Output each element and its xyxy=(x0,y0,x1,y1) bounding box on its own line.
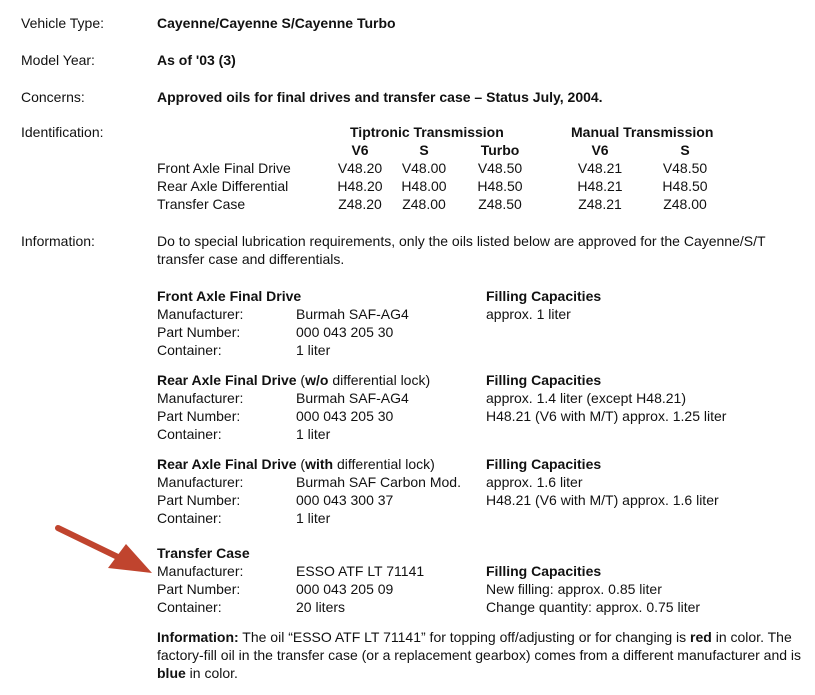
filling-capacities-title: Filling Capacities xyxy=(486,456,602,472)
section-title-transfer-case: Transfer Case xyxy=(157,545,250,561)
id-cell: V48.50 xyxy=(662,160,708,176)
note-text-1: The oil “ESSO ATF LT 71141” for topping off/adjusting or for changing is xyxy=(238,629,691,645)
capacity-line: Change quantity: approx. 0.75 liter xyxy=(486,599,701,615)
id-cell: V48.00 xyxy=(401,160,447,176)
capacity-line: H48.21 (V6 with M/T) approx. 1.25 liter xyxy=(486,408,727,424)
container-value: 1 liter xyxy=(296,342,331,358)
filling-capacities-title: Filling Capacities xyxy=(486,372,602,388)
col-header-s-man: S xyxy=(680,142,690,158)
vehicle-type-label: Vehicle Type: xyxy=(21,15,105,31)
capacity-line: approx. 1.4 liter (except H48.21) xyxy=(486,390,686,406)
id-cell: V48.20 xyxy=(337,160,383,176)
model-year-value: As of '03 (3) xyxy=(157,52,236,68)
id-cell: H48.20 xyxy=(337,178,383,194)
part-number-value: 000 043 300 37 xyxy=(296,492,394,508)
container-value: 20 liters xyxy=(296,599,346,615)
model-year-label: Model Year: xyxy=(21,52,95,68)
part-number-label: Part Number: xyxy=(157,408,241,424)
note-red: red xyxy=(690,629,712,645)
id-cell: Z48.20 xyxy=(338,196,382,212)
id-cell: H48.21 xyxy=(577,178,623,194)
part-number-label: Part Number: xyxy=(157,492,241,508)
note-text-3: in color. xyxy=(185,665,238,681)
id-cell: Z48.50 xyxy=(478,196,522,212)
section-title-main: Rear Axle Final Drive xyxy=(157,456,297,472)
concerns-value: Approved oils for final drives and transfer case – Status July, 2004. xyxy=(157,89,603,105)
id-cell: H48.50 xyxy=(662,178,708,194)
capacity-line: approx. 1.6 liter xyxy=(486,474,583,490)
capacity-line: New filling: approx. 0.85 liter xyxy=(486,581,662,597)
information-intro-line2: transfer case and differentials. xyxy=(157,251,345,267)
concerns-label: Concerns: xyxy=(21,89,85,105)
capacity-line: approx. 1 liter xyxy=(486,306,571,322)
part-number-value: 000 043 205 09 xyxy=(296,581,394,597)
information-label: Information: xyxy=(21,233,95,249)
section-title-emphasis: w/o xyxy=(305,372,329,388)
section-title-paren: ( xyxy=(296,372,306,388)
filling-capacities-title: Filling Capacities xyxy=(486,288,602,304)
manufacturer-value: Burmah SAF-AG4 xyxy=(296,390,409,406)
manufacturer-label: Manufacturer: xyxy=(157,474,244,490)
information-note xyxy=(157,628,807,682)
id-row-name: Rear Axle Differential xyxy=(157,178,289,194)
col-header-turbo-tip: Turbo xyxy=(480,142,520,158)
manufacturer-value: ESSO ATF LT 71141 xyxy=(296,563,425,579)
section-title-main: Rear Axle Final Drive xyxy=(157,372,297,388)
container-label: Container: xyxy=(157,342,222,358)
information-intro-line1: Do to special lubrication requirements, only the oils listed below are approved for the Cayenne/S/T xyxy=(157,233,766,249)
col-header-v6-tip: V6 xyxy=(351,142,369,158)
section-title-rear-axle-without-lock xyxy=(157,371,430,389)
section-title-paren: ( xyxy=(296,456,306,472)
capacity-line: H48.21 (V6 with M/T) approx. 1.6 liter xyxy=(486,492,719,508)
manufacturer-value: Burmah SAF Carbon Mod. xyxy=(296,474,461,490)
col-header-v6-man: V6 xyxy=(591,142,609,158)
id-cell: V48.50 xyxy=(477,160,523,176)
manufacturer-label: Manufacturer: xyxy=(157,563,244,579)
part-number-value: 000 043 205 30 xyxy=(296,324,394,340)
tiptronic-title: Tiptronic Transmission xyxy=(350,124,504,140)
section-title-front-axle: Front Axle Final Drive xyxy=(157,288,302,304)
part-number-label: Part Number: xyxy=(157,324,241,340)
col-header-s-tip: S xyxy=(419,142,429,158)
container-value: 1 liter xyxy=(296,426,331,442)
section-title-emphasis: with xyxy=(305,456,334,472)
part-number-label: Part Number: xyxy=(157,581,241,597)
note-text-2: in color. The factory-fill oil in the transfer case (or a replacement gearbox) comes from a different manufacturer and is xyxy=(157,629,802,663)
manufacturer-value: Burmah SAF-AG4 xyxy=(296,306,409,322)
vehicle-type-value: Cayenne/Cayenne S/Cayenne Turbo xyxy=(157,15,396,31)
manual-title: Manual Transmission xyxy=(571,124,714,140)
id-cell: H48.50 xyxy=(477,178,523,194)
section-title-rear-axle-with-lock xyxy=(157,455,435,473)
id-row-name: Transfer Case xyxy=(157,196,246,212)
id-cell: Z48.00 xyxy=(402,196,446,212)
note-label: Information: xyxy=(157,629,239,645)
container-label: Container: xyxy=(157,599,222,615)
container-value: 1 liter xyxy=(296,510,331,526)
id-row-name: Front Axle Final Drive xyxy=(157,160,291,176)
manufacturer-label: Manufacturer: xyxy=(157,390,244,406)
red-arrow-icon xyxy=(50,522,160,578)
id-cell: V48.21 xyxy=(577,160,623,176)
section-title-rest: differential lock) xyxy=(328,372,431,388)
id-cell: Z48.21 xyxy=(578,196,622,212)
container-label: Container: xyxy=(157,426,222,442)
id-cell: H48.00 xyxy=(401,178,447,194)
section-title-rest: differential lock) xyxy=(333,456,435,472)
container-label: Container: xyxy=(157,510,222,526)
arrow-shaft xyxy=(58,528,124,560)
filling-capacities-title: Filling Capacities xyxy=(486,563,602,579)
identification-label: Identification: xyxy=(21,124,104,140)
note-blue: blue xyxy=(157,665,186,681)
manufacturer-label: Manufacturer: xyxy=(157,306,244,322)
part-number-value: 000 043 205 30 xyxy=(296,408,394,424)
id-cell: Z48.00 xyxy=(663,196,707,212)
